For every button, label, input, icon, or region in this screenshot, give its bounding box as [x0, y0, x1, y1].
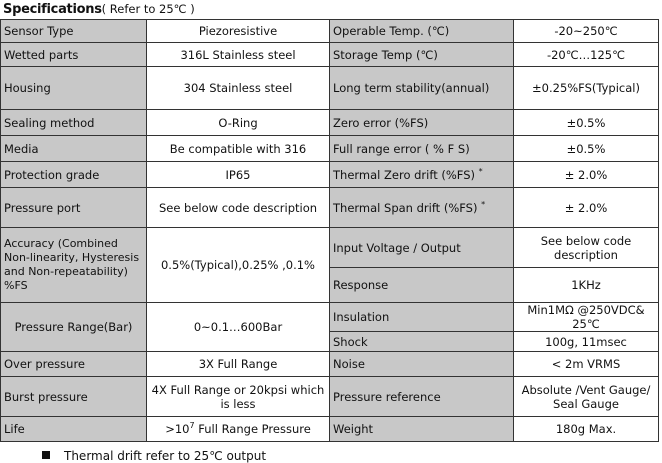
table-row [1, 417, 659, 442]
input-output-value: See below code description [514, 228, 659, 268]
input-output-label: Input Voltage / Output [330, 228, 514, 268]
weight-label: Weight [330, 417, 514, 442]
over-pressure-label: Over pressure [1, 352, 147, 377]
wetted-parts-value: 316L Stainless steel [147, 43, 330, 67]
accuracy-value: 0.5%(Typical),0.25% ,0.1% [147, 228, 330, 303]
footnote-text: Thermal drift refer to 25℃ output [64, 449, 267, 463]
spec-title-sub: ( Refer to 25℃ ) [101, 2, 195, 16]
response-value: 1KHz [514, 268, 659, 303]
noise-value: < 2m VRMS [514, 352, 659, 377]
pressure-reference-label: Pressure reference [330, 377, 514, 417]
life-label: Life [1, 417, 147, 442]
pressure-reference-value: Absolute /Vent Gauge/ Seal Gauge [514, 377, 659, 417]
table-row [1, 352, 659, 377]
full-range-error-label: Full range error ( % F S) [330, 136, 514, 162]
operable-temp-label: Operable Temp. (℃) [330, 20, 514, 43]
thermal-span-label [330, 188, 514, 228]
thermal-span-marker: * [481, 199, 486, 209]
response-label: Response [330, 268, 514, 303]
life-value-prefix: >10 [165, 422, 190, 436]
spec-table [0, 19, 659, 442]
housing-value: 304 Stainless steel [147, 67, 330, 110]
insulation-label: Insulation [330, 303, 514, 332]
table-row [1, 188, 659, 228]
weight-value: 180g Max. [514, 417, 659, 442]
thermal-zero-label-text: Thermal Zero drift (%FS) [333, 167, 475, 182]
zero-error-label: Zero error (%FS) [330, 110, 514, 136]
table-row [1, 43, 659, 67]
long-term-label: Long term stability(annual) [330, 67, 514, 110]
life-value-exponent: 7 [189, 421, 195, 431]
insulation-value: Min1MΩ @250VDC& 25℃ [514, 303, 659, 332]
storage-temp-label: Storage Temp (℃) [330, 43, 514, 67]
pressure-range-label: Pressure Range(Bar) [1, 303, 147, 352]
thermal-zero-marker: * [478, 166, 483, 176]
pressure-range-value: 0~0.1…600Bar [147, 303, 330, 352]
sensor-type-label: Sensor Type [1, 20, 147, 43]
over-pressure-value: 3X Full Range [147, 352, 330, 377]
square-bullet-icon [42, 451, 50, 459]
storage-temp-value: -20℃…125℃ [514, 43, 659, 67]
shock-value: 100g, 11msec [514, 332, 659, 352]
shock-label: Shock [330, 332, 514, 352]
wetted-parts-label: Wetted parts [1, 43, 147, 67]
life-value [147, 417, 330, 442]
media-value: Be compatible with 316 [147, 136, 330, 162]
footnote [42, 449, 266, 463]
accuracy-label: Accuracy (Combined Non-linearity, Hysteresis and Non-repeatability) %FS [1, 228, 147, 303]
media-label: Media [1, 136, 147, 162]
pressure-port-label: Pressure port [1, 188, 147, 228]
long-term-value: ±0.25%FS(Typical) [514, 67, 659, 110]
spec-title-main: Specifications [3, 2, 102, 17]
noise-label: Noise [330, 352, 514, 377]
thermal-span-label-text: Thermal Span drift (%FS) [333, 200, 478, 215]
table-row [1, 228, 659, 268]
table-row [1, 110, 659, 136]
thermal-zero-value: ± 2.0% [514, 162, 659, 188]
full-range-error-value: ±0.5% [514, 136, 659, 162]
sealing-label: Sealing method [1, 110, 147, 136]
thermal-span-value: ± 2.0% [514, 188, 659, 228]
table-row [1, 303, 659, 332]
table-row [1, 20, 659, 43]
housing-label: Housing [1, 67, 147, 110]
burst-pressure-label: Burst pressure [1, 377, 147, 417]
table-row [1, 162, 659, 188]
spec-title [3, 0, 195, 18]
life-value-suffix: Full Range Pressure [194, 422, 311, 436]
operable-temp-value: -20~250℃ [514, 20, 659, 43]
table-row [1, 67, 659, 110]
sealing-value: O-Ring [147, 110, 330, 136]
thermal-zero-label [330, 162, 514, 188]
pressure-port-value: See below code description [147, 188, 330, 228]
zero-error-value: ±0.5% [514, 110, 659, 136]
protection-label: Protection grade [1, 162, 147, 188]
sensor-type-value: Piezoresistive [147, 20, 330, 43]
table-row [1, 377, 659, 417]
protection-value: IP65 [147, 162, 330, 188]
burst-pressure-value: 4X Full Range or 20kpsi which is less [147, 377, 330, 417]
table-row [1, 136, 659, 162]
